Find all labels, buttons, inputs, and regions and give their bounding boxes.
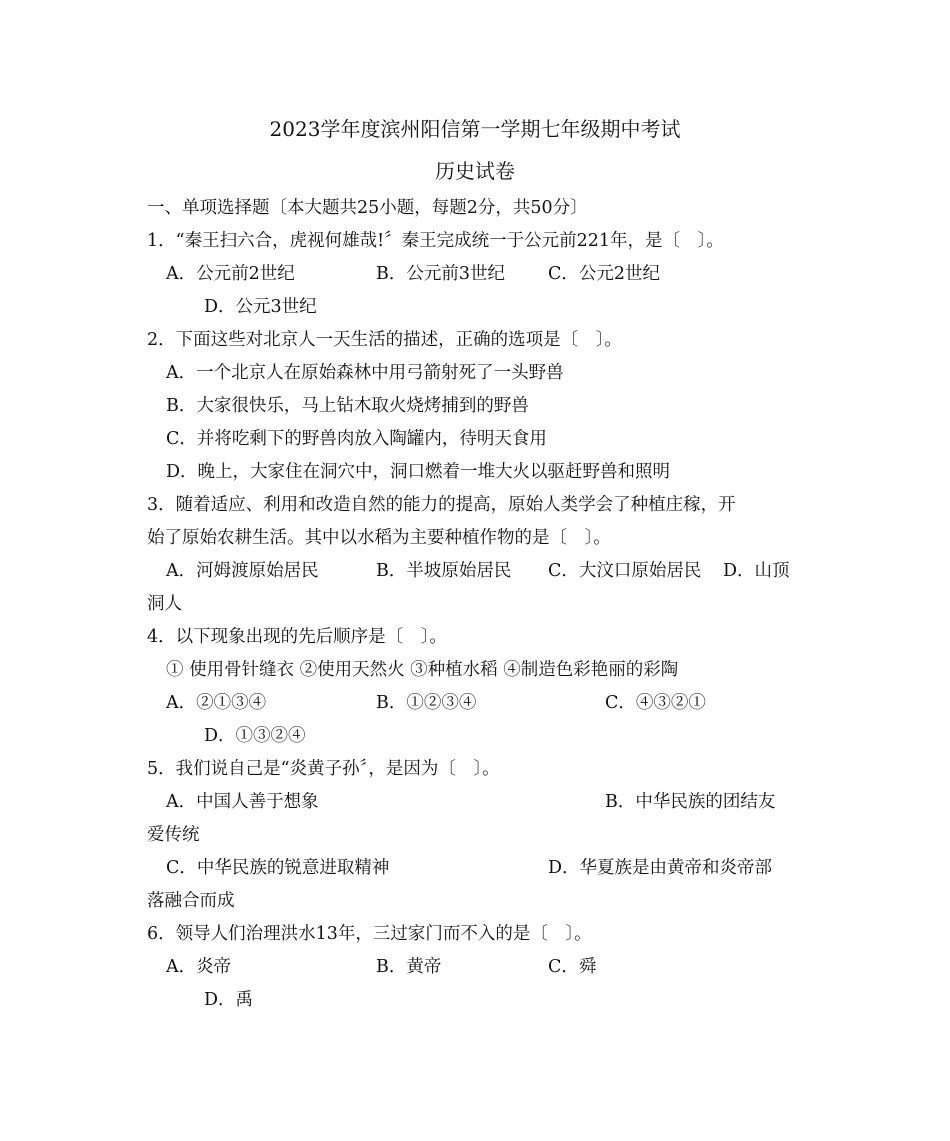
- q1-option-b: B．公元前3世纪: [376, 264, 505, 284]
- q5-option-b-continued: 爱传统: [147, 825, 200, 845]
- question-1-stem: 1．“秦王扫六合，虎视何雄哉!〞秦王完成统一于公元前221年，是〔 〕。: [147, 231, 724, 251]
- q4-option-a: A．②①③④: [166, 693, 267, 713]
- q3-option-d-continued: 洞人: [147, 594, 182, 614]
- q6-option-c: C．舜: [548, 957, 597, 977]
- q1-option-c: C．公元2世纪: [548, 264, 661, 284]
- exam-title: 2023学年度滨州阳信第一学期七年级期中考试: [269, 117, 681, 141]
- q2-option-d: D．晚上，大家住在洞穴中，洞口燃着一堆大火以驱赶野兽和照明: [166, 462, 671, 482]
- q3-option-a: A．河姆渡原始居民: [166, 561, 319, 581]
- q1-option-d: D．公元3世纪: [204, 297, 317, 317]
- q2-option-b: B．大家很快乐，马上钻木取火烧烤捕到的野兽: [166, 396, 529, 416]
- q5-option-a: A．中国人善于想象: [166, 792, 319, 812]
- q5-option-c: C．中华民族的锐意进取精神: [166, 858, 390, 878]
- q3-option-c: C．大汶口原始居民: [548, 561, 702, 581]
- q4-option-d: D．①③②④: [204, 726, 306, 746]
- q4-option-b: B．①②③④: [376, 693, 477, 713]
- question-3-stem-line-2: 始了原始农耕生活。其中以水稻为主要种植作物的是〔 〕。: [147, 528, 611, 548]
- question-3-stem-line-1: 3．随着适应、利用和改造自然的能力的提高，原始人类学会了种植庄稼，开: [147, 495, 736, 515]
- exam-subtitle: 历史试卷: [435, 159, 515, 183]
- q2-option-c: C．并将吃剩下的野兽肉放入陶罐内，待明天食用: [166, 429, 547, 449]
- q4-option-c: C．④③②①: [605, 693, 706, 713]
- q6-option-a: A．炎帝: [166, 957, 232, 977]
- q5-option-b: B．中华民族的团结友: [605, 792, 776, 812]
- q3-option-d: D．山顶: [723, 561, 790, 581]
- q6-option-b: B．黄帝: [376, 957, 442, 977]
- q6-option-d: D．禹: [204, 990, 254, 1010]
- q3-option-b: B．半坡原始居民: [376, 561, 512, 581]
- section-heading: 一、单项选择题〔本大题共25小题，每题2分，共50分〕: [147, 198, 588, 218]
- question-5-stem: 5．我们说自己是“炎黄子孙〞，是因为〔 〕。: [147, 759, 500, 779]
- question-6-stem: 6．领导人们治理洪水13年，三过家门而不入的是〔 〕。: [147, 924, 592, 944]
- q5-option-d-continued: 落融合而成: [147, 891, 235, 911]
- question-2-stem: 2．下面这些对北京人一天生活的描述，正确的选项是〔 〕。: [147, 330, 622, 350]
- q2-option-a: A．一个北京人在原始森林中用弓箭射死了一头野兽: [166, 363, 564, 383]
- question-4-items: ① 使用骨针缝衣 ②使用天然火 ③种植水稻 ④制造色彩艳丽的彩陶: [166, 660, 679, 680]
- question-4-stem: 4．以下现象出现的先后顺序是〔 〕。: [147, 627, 447, 647]
- q5-option-d: D．华夏族是由黄帝和炎帝部: [548, 858, 773, 878]
- q1-option-a: A．公元前2世纪: [166, 264, 295, 284]
